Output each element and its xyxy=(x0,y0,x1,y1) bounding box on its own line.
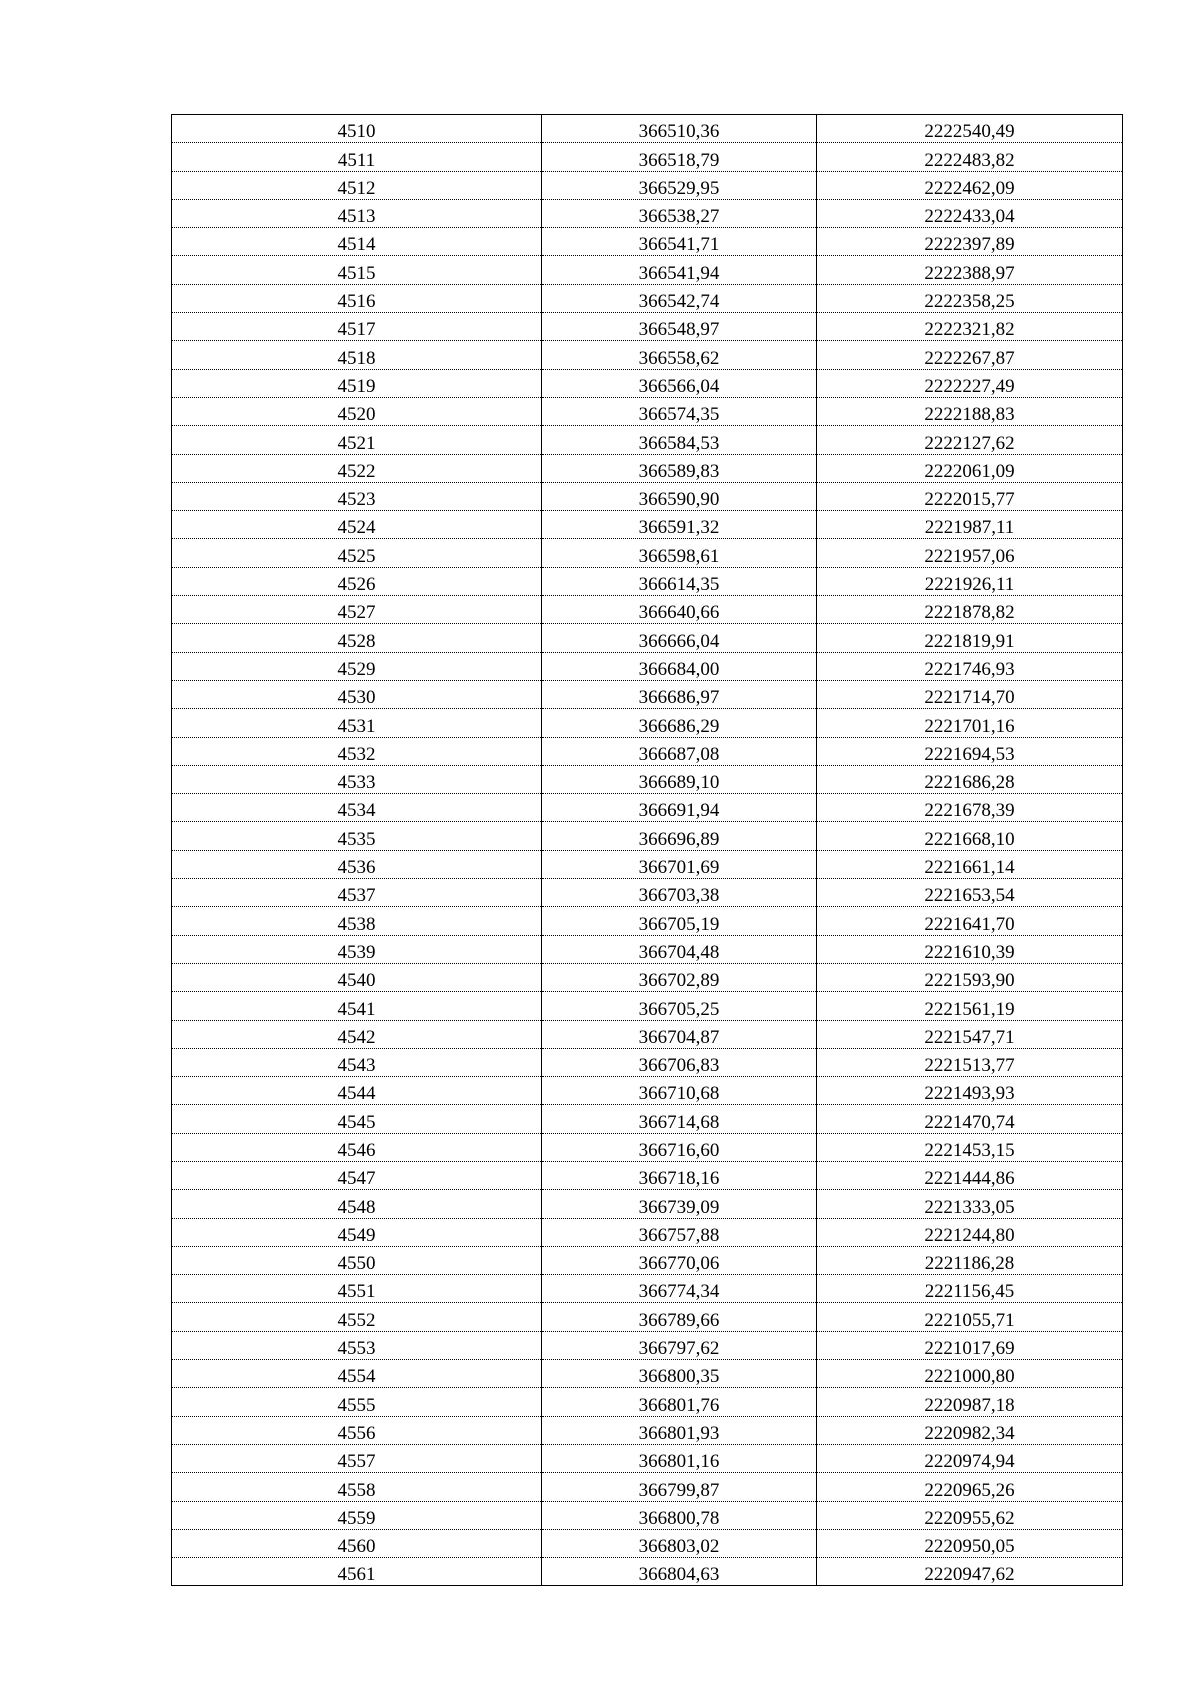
point-number-cell: 4528 xyxy=(172,624,542,652)
x-coordinate-cell: 366770,06 xyxy=(542,1246,817,1274)
table-row xyxy=(172,426,1123,454)
x-coordinate-cell: 366614,35 xyxy=(542,567,817,595)
y-coordinate-cell: 2222321,82 xyxy=(817,313,1123,341)
table-row xyxy=(172,850,1123,878)
y-coordinate-cell: 2221156,45 xyxy=(817,1275,1123,1303)
x-coordinate-cell: 366558,62 xyxy=(542,341,817,369)
point-number-cell: 4547 xyxy=(172,1161,542,1189)
point-number-cell: 4516 xyxy=(172,284,542,312)
point-number-cell: 4514 xyxy=(172,228,542,256)
point-number-cell: 4552 xyxy=(172,1303,542,1331)
table-row xyxy=(172,313,1123,341)
coordinates-table-body xyxy=(172,115,1123,1586)
y-coordinate-cell: 2221017,69 xyxy=(817,1331,1123,1359)
y-coordinate-cell: 2221701,16 xyxy=(817,709,1123,737)
x-coordinate-cell: 366548,97 xyxy=(542,313,817,341)
x-coordinate-cell: 366705,25 xyxy=(542,992,817,1020)
point-number-cell: 4538 xyxy=(172,907,542,935)
y-coordinate-cell: 2221593,90 xyxy=(817,963,1123,991)
point-number-cell: 4560 xyxy=(172,1529,542,1557)
x-coordinate-cell: 366703,38 xyxy=(542,879,817,907)
x-coordinate-cell: 366666,04 xyxy=(542,624,817,652)
y-coordinate-cell: 2221926,11 xyxy=(817,567,1123,595)
point-number-cell: 4521 xyxy=(172,426,542,454)
x-coordinate-cell: 366704,87 xyxy=(542,1020,817,1048)
y-coordinate-cell: 2222540,49 xyxy=(817,115,1123,143)
point-number-cell: 4532 xyxy=(172,737,542,765)
point-number-cell: 4549 xyxy=(172,1218,542,1246)
x-coordinate-cell: 366801,76 xyxy=(542,1388,817,1416)
table-row xyxy=(172,256,1123,284)
point-number-cell: 4559 xyxy=(172,1501,542,1529)
x-coordinate-cell: 366538,27 xyxy=(542,199,817,227)
x-coordinate-cell: 366598,61 xyxy=(542,539,817,567)
y-coordinate-cell: 2220965,26 xyxy=(817,1473,1123,1501)
x-coordinate-cell: 366705,19 xyxy=(542,907,817,935)
point-number-cell: 4548 xyxy=(172,1190,542,1218)
table-row xyxy=(172,171,1123,199)
table-row xyxy=(172,680,1123,708)
point-number-cell: 4541 xyxy=(172,992,542,1020)
table-row xyxy=(172,143,1123,171)
table-row xyxy=(172,1416,1123,1444)
table-row xyxy=(172,1501,1123,1529)
point-number-cell: 4546 xyxy=(172,1133,542,1161)
y-coordinate-cell: 2222267,87 xyxy=(817,341,1123,369)
y-coordinate-cell: 2221244,80 xyxy=(817,1218,1123,1246)
point-number-cell: 4561 xyxy=(172,1558,542,1586)
table-row xyxy=(172,454,1123,482)
x-coordinate-cell: 366542,74 xyxy=(542,284,817,312)
table-row xyxy=(172,1105,1123,1133)
y-coordinate-cell: 2221987,11 xyxy=(817,511,1123,539)
table-row xyxy=(172,1275,1123,1303)
y-coordinate-cell: 2221470,74 xyxy=(817,1105,1123,1133)
y-coordinate-cell: 2221746,93 xyxy=(817,652,1123,680)
x-coordinate-cell: 366774,34 xyxy=(542,1275,817,1303)
point-number-cell: 4513 xyxy=(172,199,542,227)
y-coordinate-cell: 2220955,62 xyxy=(817,1501,1123,1529)
y-coordinate-cell: 2221547,71 xyxy=(817,1020,1123,1048)
table-row xyxy=(172,765,1123,793)
point-number-cell: 4510 xyxy=(172,115,542,143)
x-coordinate-cell: 366591,32 xyxy=(542,511,817,539)
table-row xyxy=(172,652,1123,680)
x-coordinate-cell: 366718,16 xyxy=(542,1161,817,1189)
y-coordinate-cell: 2222227,49 xyxy=(817,369,1123,397)
table-row xyxy=(172,1529,1123,1557)
point-number-cell: 4515 xyxy=(172,256,542,284)
table-row xyxy=(172,1161,1123,1189)
coordinates-table xyxy=(171,114,1123,1586)
table-row xyxy=(172,624,1123,652)
table-row xyxy=(172,1360,1123,1388)
y-coordinate-cell: 2221668,10 xyxy=(817,822,1123,850)
table-row xyxy=(172,567,1123,595)
table-row xyxy=(172,1020,1123,1048)
y-coordinate-cell: 2221610,39 xyxy=(817,935,1123,963)
x-coordinate-cell: 366804,63 xyxy=(542,1558,817,1586)
y-coordinate-cell: 2222388,97 xyxy=(817,256,1123,284)
x-coordinate-cell: 366757,88 xyxy=(542,1218,817,1246)
y-coordinate-cell: 2221000,80 xyxy=(817,1360,1123,1388)
x-coordinate-cell: 366510,36 xyxy=(542,115,817,143)
x-coordinate-cell: 366704,48 xyxy=(542,935,817,963)
table-row xyxy=(172,1558,1123,1586)
x-coordinate-cell: 366801,93 xyxy=(542,1416,817,1444)
point-number-cell: 4525 xyxy=(172,539,542,567)
y-coordinate-cell: 2221686,28 xyxy=(817,765,1123,793)
point-number-cell: 4517 xyxy=(172,313,542,341)
point-number-cell: 4557 xyxy=(172,1444,542,1472)
table-row xyxy=(172,1444,1123,1472)
y-coordinate-cell: 2221641,70 xyxy=(817,907,1123,935)
point-number-cell: 4551 xyxy=(172,1275,542,1303)
table-row xyxy=(172,879,1123,907)
x-coordinate-cell: 366706,83 xyxy=(542,1048,817,1076)
x-coordinate-cell: 366739,09 xyxy=(542,1190,817,1218)
y-coordinate-cell: 2222433,04 xyxy=(817,199,1123,227)
x-coordinate-cell: 366689,10 xyxy=(542,765,817,793)
table-row xyxy=(172,1473,1123,1501)
point-number-cell: 4539 xyxy=(172,935,542,963)
y-coordinate-cell: 2222127,62 xyxy=(817,426,1123,454)
point-number-cell: 4544 xyxy=(172,1077,542,1105)
x-coordinate-cell: 366716,60 xyxy=(542,1133,817,1161)
y-coordinate-cell: 2221678,39 xyxy=(817,794,1123,822)
y-coordinate-cell: 2222358,25 xyxy=(817,284,1123,312)
y-coordinate-cell: 2221453,15 xyxy=(817,1133,1123,1161)
table-row xyxy=(172,1331,1123,1359)
table-row xyxy=(172,199,1123,227)
point-number-cell: 4537 xyxy=(172,879,542,907)
y-coordinate-cell: 2221333,05 xyxy=(817,1190,1123,1218)
y-coordinate-cell: 2221694,53 xyxy=(817,737,1123,765)
x-coordinate-cell: 366714,68 xyxy=(542,1105,817,1133)
table-row xyxy=(172,397,1123,425)
x-coordinate-cell: 366702,89 xyxy=(542,963,817,991)
x-coordinate-cell: 366800,78 xyxy=(542,1501,817,1529)
point-number-cell: 4511 xyxy=(172,143,542,171)
y-coordinate-cell: 2221819,91 xyxy=(817,624,1123,652)
table-row xyxy=(172,1246,1123,1274)
table-row xyxy=(172,482,1123,510)
x-coordinate-cell: 366801,16 xyxy=(542,1444,817,1472)
table-row xyxy=(172,115,1123,143)
point-number-cell: 4556 xyxy=(172,1416,542,1444)
table-row xyxy=(172,539,1123,567)
point-number-cell: 4512 xyxy=(172,171,542,199)
y-coordinate-cell: 2222462,09 xyxy=(817,171,1123,199)
point-number-cell: 4555 xyxy=(172,1388,542,1416)
table-row xyxy=(172,1303,1123,1331)
table-row xyxy=(172,963,1123,991)
point-number-cell: 4540 xyxy=(172,963,542,991)
point-number-cell: 4553 xyxy=(172,1331,542,1359)
y-coordinate-cell: 2220987,18 xyxy=(817,1388,1123,1416)
x-coordinate-cell: 366590,90 xyxy=(542,482,817,510)
x-coordinate-cell: 366566,04 xyxy=(542,369,817,397)
point-number-cell: 4523 xyxy=(172,482,542,510)
point-number-cell: 4542 xyxy=(172,1020,542,1048)
y-coordinate-cell: 2222483,82 xyxy=(817,143,1123,171)
y-coordinate-cell: 2221661,14 xyxy=(817,850,1123,878)
table-row xyxy=(172,992,1123,1020)
y-coordinate-cell: 2222397,89 xyxy=(817,228,1123,256)
point-number-cell: 4520 xyxy=(172,397,542,425)
table-row xyxy=(172,794,1123,822)
y-coordinate-cell: 2221714,70 xyxy=(817,680,1123,708)
table-row xyxy=(172,284,1123,312)
y-coordinate-cell: 2220982,34 xyxy=(817,1416,1123,1444)
table-row xyxy=(172,709,1123,737)
y-coordinate-cell: 2221493,93 xyxy=(817,1077,1123,1105)
x-coordinate-cell: 366589,83 xyxy=(542,454,817,482)
point-number-cell: 4529 xyxy=(172,652,542,680)
x-coordinate-cell: 366687,08 xyxy=(542,737,817,765)
x-coordinate-cell: 366800,35 xyxy=(542,1360,817,1388)
table-row xyxy=(172,511,1123,539)
y-coordinate-cell: 2220950,05 xyxy=(817,1529,1123,1557)
point-number-cell: 4535 xyxy=(172,822,542,850)
x-coordinate-cell: 366541,71 xyxy=(542,228,817,256)
y-coordinate-cell: 2220974,94 xyxy=(817,1444,1123,1472)
table-row xyxy=(172,1133,1123,1161)
y-coordinate-cell: 2221055,71 xyxy=(817,1303,1123,1331)
y-coordinate-cell: 2221878,82 xyxy=(817,596,1123,624)
point-number-cell: 4558 xyxy=(172,1473,542,1501)
point-number-cell: 4543 xyxy=(172,1048,542,1076)
x-coordinate-cell: 366541,94 xyxy=(542,256,817,284)
table-row xyxy=(172,907,1123,935)
y-coordinate-cell: 2220947,62 xyxy=(817,1558,1123,1586)
x-coordinate-cell: 366584,53 xyxy=(542,426,817,454)
point-number-cell: 4527 xyxy=(172,596,542,624)
y-coordinate-cell: 2221653,54 xyxy=(817,879,1123,907)
point-number-cell: 4534 xyxy=(172,794,542,822)
x-coordinate-cell: 366701,69 xyxy=(542,850,817,878)
table-row xyxy=(172,369,1123,397)
point-number-cell: 4522 xyxy=(172,454,542,482)
y-coordinate-cell: 2222188,83 xyxy=(817,397,1123,425)
table-row xyxy=(172,1388,1123,1416)
point-number-cell: 4536 xyxy=(172,850,542,878)
x-coordinate-cell: 366529,95 xyxy=(542,171,817,199)
x-coordinate-cell: 366710,68 xyxy=(542,1077,817,1105)
x-coordinate-cell: 366799,87 xyxy=(542,1473,817,1501)
point-number-cell: 4545 xyxy=(172,1105,542,1133)
x-coordinate-cell: 366574,35 xyxy=(542,397,817,425)
point-number-cell: 4524 xyxy=(172,511,542,539)
y-coordinate-cell: 2221186,28 xyxy=(817,1246,1123,1274)
x-coordinate-cell: 366789,66 xyxy=(542,1303,817,1331)
point-number-cell: 4526 xyxy=(172,567,542,595)
table-row xyxy=(172,1218,1123,1246)
x-coordinate-cell: 366686,97 xyxy=(542,680,817,708)
table-row xyxy=(172,1077,1123,1105)
point-number-cell: 4519 xyxy=(172,369,542,397)
point-number-cell: 4550 xyxy=(172,1246,542,1274)
x-coordinate-cell: 366518,79 xyxy=(542,143,817,171)
x-coordinate-cell: 366696,89 xyxy=(542,822,817,850)
x-coordinate-cell: 366684,00 xyxy=(542,652,817,680)
point-number-cell: 4531 xyxy=(172,709,542,737)
y-coordinate-cell: 2221444,86 xyxy=(817,1161,1123,1189)
point-number-cell: 4554 xyxy=(172,1360,542,1388)
table-row xyxy=(172,737,1123,765)
x-coordinate-cell: 366686,29 xyxy=(542,709,817,737)
table-row xyxy=(172,935,1123,963)
x-coordinate-cell: 366691,94 xyxy=(542,794,817,822)
point-number-cell: 4518 xyxy=(172,341,542,369)
x-coordinate-cell: 366797,62 xyxy=(542,1331,817,1359)
table-row xyxy=(172,341,1123,369)
x-coordinate-cell: 366640,66 xyxy=(542,596,817,624)
point-number-cell: 4530 xyxy=(172,680,542,708)
x-coordinate-cell: 366803,02 xyxy=(542,1529,817,1557)
table-row xyxy=(172,1190,1123,1218)
y-coordinate-cell: 2221561,19 xyxy=(817,992,1123,1020)
y-coordinate-cell: 2222061,09 xyxy=(817,454,1123,482)
y-coordinate-cell: 2222015,77 xyxy=(817,482,1123,510)
table-row xyxy=(172,822,1123,850)
y-coordinate-cell: 2221957,06 xyxy=(817,539,1123,567)
table-row xyxy=(172,596,1123,624)
point-number-cell: 4533 xyxy=(172,765,542,793)
table-row xyxy=(172,1048,1123,1076)
y-coordinate-cell: 2221513,77 xyxy=(817,1048,1123,1076)
table-row xyxy=(172,228,1123,256)
